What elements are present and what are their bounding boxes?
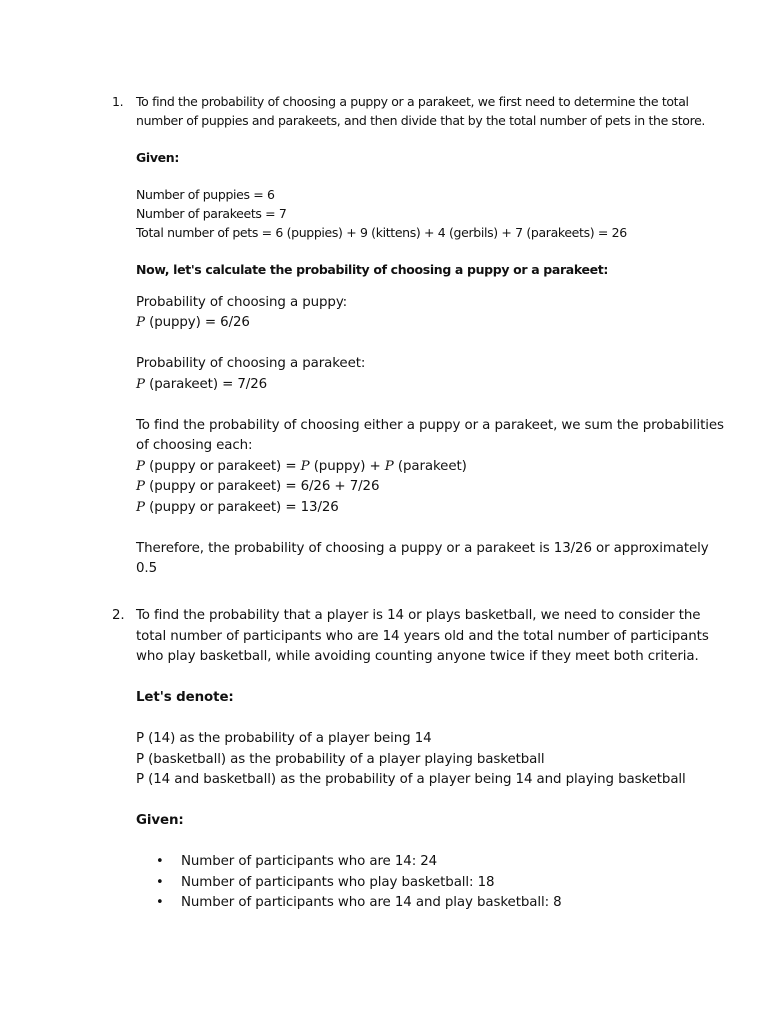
p-symbol: P — [136, 376, 145, 392]
q1-intro-line: To find the probability of choosing a puppy or a parakeet, we first need to determine the total — [136, 94, 689, 109]
p-symbol: P — [300, 458, 310, 474]
p-symbol: P — [136, 458, 145, 474]
q2-denote-heading: Let's denote: — [136, 690, 234, 705]
q2-given-list — [136, 852, 696, 914]
list-item: • Number of participants who are 14: 24 — [136, 852, 696, 873]
bullet-icon: • — [156, 895, 164, 910]
q2-intro-line: total number of participants who are 14 years old and the total number of participants — [136, 628, 709, 644]
p-symbol: P — [136, 315, 145, 331]
q1-given-line: Number of puppies = 6 — [136, 187, 275, 203]
q1-sum-text: of choosing each: — [136, 438, 253, 454]
q2-intro-line: who play basketball, while avoiding counting anyone twice if they meet both criteria. — [136, 649, 699, 664]
bullet-icon: • — [156, 874, 164, 890]
q1-given-heading: Given: — [136, 150, 179, 166]
question-1-body — [136, 93, 724, 580]
q2-denote-line: P (14) as the probability of a player being 14 — [136, 731, 432, 746]
p-symbol: P — [136, 499, 145, 515]
q1-sum-line: P (puppy or parakeet) = 6/26 + 7/26 — [136, 479, 380, 495]
question-number: 1. — [112, 94, 124, 109]
q1-parakeet-formula: P (parakeet) = 7/26 — [136, 376, 268, 392]
q1-given-line: Total number of pets = 6 (puppies) + 9 (kittens) + 4 (gerbils) + 7 (parakeets) = 26 — [136, 224, 627, 240]
q2-given-heading: Given: — [136, 813, 184, 828]
p-symbol: P — [136, 479, 145, 495]
q1-sum-text: To find the probability of choosing either a puppy or a parakeet, we sum the probabilities — [136, 417, 724, 433]
q1-sum-line: P (puppy or parakeet) = 13/26 — [136, 499, 339, 515]
q1-conclusion: Therefore, the probability of choosing a puppy or a parakeet is 13/26 or approximately — [136, 540, 709, 556]
q1-intro — [136, 93, 706, 280]
q1-puppy-label: Probability of choosing a puppy: — [136, 294, 348, 310]
q2-intro-line: To find the probability that a player is 14 or plays basketball, we need to consider the — [136, 608, 701, 623]
bullet-icon: • — [156, 854, 164, 869]
q2-denote-line: P (14 and basketball) as the probability of a player being 14 and playing basketball — [136, 772, 686, 787]
q1-conclusion: 0.5 — [136, 561, 157, 577]
list-item: • Number of participants who are 14 and play basketball: 8 — [136, 893, 696, 914]
list-item: • Number of participants who play basketball: 18 — [136, 873, 696, 894]
q1-given-line: Number of parakeets = 7 — [136, 206, 287, 222]
q1-parakeet-label: Probability of choosing a parakeet: — [136, 356, 366, 372]
q1-intro-line: number of puppies and parakeets, and then divide that by the total number of pets in the store. — [136, 112, 706, 128]
p-symbol: P — [384, 458, 394, 474]
question-number: 2. — [112, 608, 125, 623]
q1-puppy-formula: P (puppy) = 6/26 — [136, 315, 250, 331]
q2-denote-line: P (basketball) as the probability of a player playing basketball — [136, 751, 545, 767]
q1-sum-line: P (puppy or parakeet) = P (puppy) + P (parakeet) — [136, 458, 467, 474]
question-2-body — [136, 606, 709, 914]
q1-calculation — [136, 293, 724, 580]
q1-calc-heading: Now, let's calculate the probability of choosing a puppy or a parakeet: — [136, 262, 609, 278]
